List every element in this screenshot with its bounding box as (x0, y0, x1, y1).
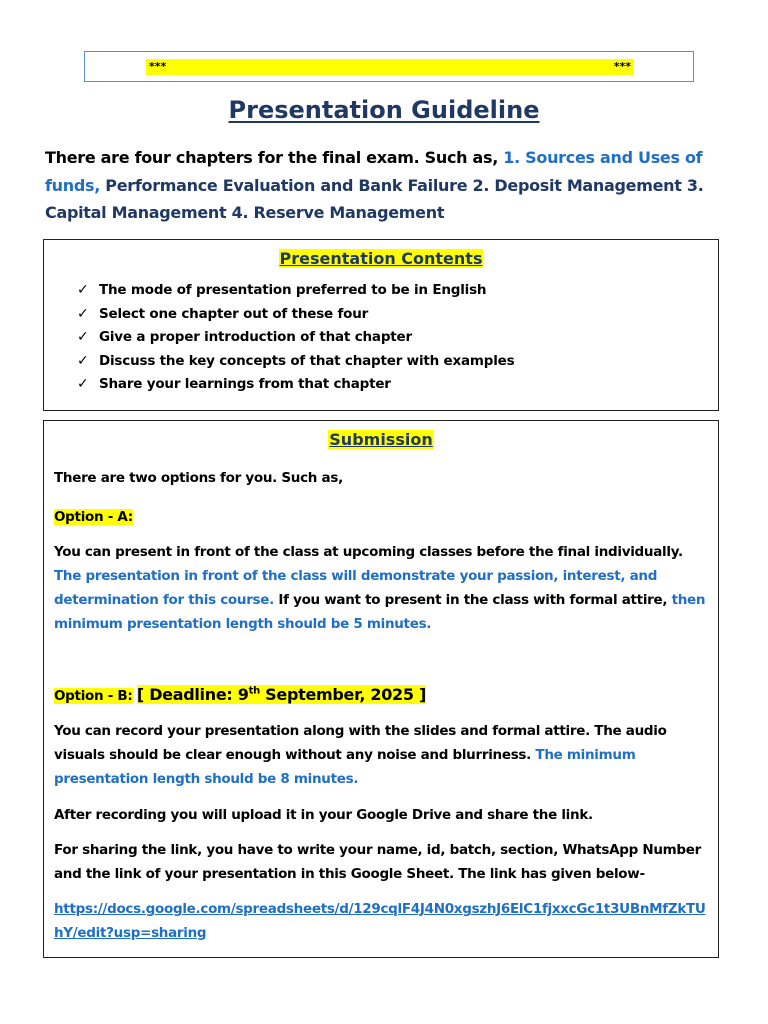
option-b-text-1: You can record your presentation along with the slides and formal attire. The audio visuals should be clear enough without any noise and blurriness. (54, 723, 667, 764)
option-a-label: Option - A: (54, 509, 133, 525)
submission-heading-text: Submission (329, 430, 433, 449)
checkmark-icon: ✓ (77, 282, 89, 298)
option-a-text-4: then minimum presentation length should be 5 minutes. (54, 592, 706, 632)
submission-heading (44, 430, 718, 449)
option-b-label: Option - B: (54, 688, 133, 705)
banner-highlight (146, 59, 634, 75)
checkmark-icon: ✓ (77, 352, 89, 369)
deadline-text-post: September, 2025 ] (259, 685, 426, 705)
deadline-badge (137, 685, 426, 704)
banner-right-stars: *** (613, 60, 631, 73)
sharing-instruction: For sharing the link, you have to write your name, id, batch, section, WhatsApp Number and the link of your presentation in this Google Sheet. The link has given below- (54, 842, 701, 883)
contents-heading (44, 249, 718, 268)
option-b-label-line (54, 680, 706, 708)
intro-chapters: Performance Evaluation and Bank Failure 2. Deposit Management 3. Capital Management 4. Reserve Management (45, 175, 704, 222)
contents-heading-text: Presentation Contents (279, 249, 483, 268)
submission-intro: There are two options for you. Such as, (54, 470, 343, 486)
checklist-item (77, 350, 718, 374)
checklist-item-text: The mode of presentation preferred to be in English (99, 282, 487, 298)
banner-left-stars: *** (149, 60, 167, 73)
checklist-item-text: Share your learnings from that chapter (99, 376, 391, 392)
sheet-link-line (54, 897, 706, 945)
checklist-item-text: Discuss the key concepts of that chapter with examples (99, 352, 515, 369)
option-a-label-line (54, 505, 706, 529)
presentation-contents-box (43, 239, 719, 411)
checkmark-icon: ✓ (77, 329, 89, 345)
submission-body (44, 466, 718, 945)
upload-instruction: After recording you will upload it in your Google Drive and share the link. (54, 807, 593, 824)
option-a-text (54, 540, 706, 636)
checklist-item (77, 373, 718, 397)
checklist-item (77, 279, 718, 303)
checklist-item-text: Give a proper introduction of that chapter (99, 329, 412, 345)
page-title-text: Presentation Guideline (228, 96, 540, 124)
option-a-text-3: If you want to present in the class with formal attire, (273, 592, 672, 608)
checkmark-icon: ✓ (77, 305, 89, 322)
intro-lead: There are four chapters for the final exam. Such as, (45, 148, 504, 167)
option-a-text-2: The presentation in front of the class will demonstrate your passion, interest, and determination for this course. (54, 568, 658, 608)
checkmark-icon: ✓ (77, 376, 89, 392)
contents-checklist (44, 279, 718, 397)
header-banner (84, 51, 694, 82)
deadline-text-pre: [ Deadline: 9 (136, 685, 249, 705)
page-title (0, 96, 768, 124)
option-b-text-2: The minimum presentation length should be 8 minutes. (54, 747, 636, 788)
checklist-item (77, 326, 718, 350)
checklist-item (77, 303, 718, 327)
checklist-item-text: Select one chapter out of these four (99, 305, 369, 322)
deadline-sup: th (248, 686, 260, 697)
option-a-text-1: You can present in front of the class at upcoming classes before the final individually. (54, 544, 683, 560)
intro-chapter-1: 1. Sources and Uses of funds, (45, 148, 703, 195)
submission-box (43, 420, 719, 958)
intro-paragraph (45, 144, 735, 227)
option-b-text (54, 719, 706, 791)
google-sheet-link[interactable]: https://docs.google.com/spreadsheets/d/129cqlF4J4N0xgszhJ6ElC1fjxxcGc1t3UBnMfZkTUhY/edit?usp=sharing (54, 901, 706, 942)
